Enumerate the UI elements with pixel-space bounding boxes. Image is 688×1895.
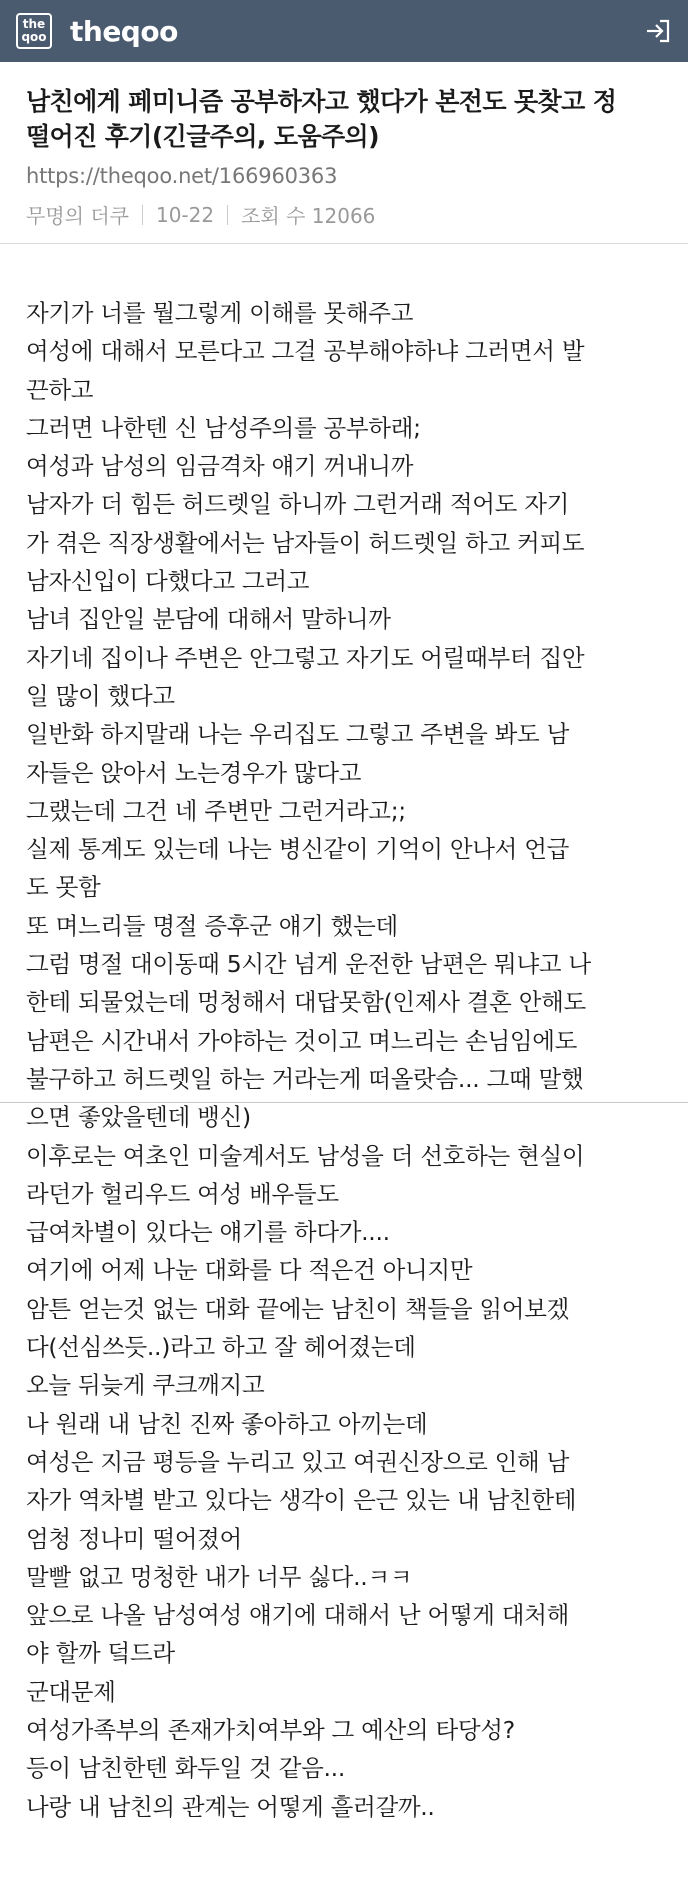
body-text-line: 일반화 하지말래 나는 우리집도 그렇고 주변을 봐도 남: [26, 720, 570, 749]
body-text-line: 여기에 어제 나눈 대화를 다 적은건 아니지만: [26, 1256, 473, 1285]
body-text-line: 그랬는데 그건 네 주변만 그런거라고;;: [26, 796, 406, 825]
body-text-line: 일 많이 했다고: [26, 681, 175, 710]
post-title-line: 남친에게 페미니즘 공부하자고 했다가 본전도 못찾고 정: [26, 87, 617, 116]
body-text-line: 자들은 앉아서 노는경우가 많다고: [26, 758, 362, 787]
body-text-line: 여성에 대해서 모른다고 그걸 공부해야하냐 그러면서 발: [26, 337, 585, 366]
body-text-line: 말빨 없고 멍청한 내가 너무 싫다..ㅋㅋ: [26, 1562, 413, 1591]
post-meta: [26, 200, 662, 229]
logo-text-top: the: [22, 17, 46, 31]
body-text-line: 앞으로 나올 남성여성 얘기에 대해서 난 어떻게 대처해: [26, 1601, 570, 1630]
body-text-line: 엄청 정나미 떨어졌어: [26, 1524, 242, 1553]
post-title[interactable]: [26, 84, 662, 154]
body-text-line: 여성가족부의 존재가치여부와 그 예산의 타당성?: [26, 1715, 515, 1744]
login-icon: [644, 17, 672, 45]
body-text-line: 자기네 집이나 주변은 안그렇고 자기도 어릴때부터 집안: [26, 643, 585, 672]
body-text-line: 자기가 너를 뭘그렇게 이해를 못해주고: [26, 299, 414, 327]
body-text-line: 남편은 시간내서 가야하는 것이고 며느리는 손님임에도: [26, 1026, 578, 1055]
body-text-line: 도 못함: [26, 873, 101, 902]
post-url[interactable]: https://theqoo.net/166960363: [26, 164, 338, 188]
meta-divider: [142, 205, 143, 225]
post-title-line: 떨어진 후기(긴글주의, 도움주의): [26, 122, 379, 151]
body-text-line: 야 할까 덬드라: [26, 1639, 175, 1668]
body-text-line: 등이 남친한텐 화두일 것 같음...: [26, 1754, 346, 1783]
body-text-line: 나 원래 내 남친 진짜 좋아하고 아끼는데: [26, 1409, 428, 1438]
body-text-line: 남자신입이 다했다고 그러고: [26, 567, 310, 596]
meta-divider: [227, 205, 228, 225]
body-text-line: 암튼 얻는것 없는 대화 끝에는 남친이 책들을 읽어보겠: [26, 1294, 570, 1323]
body-text-line: 군대문제: [26, 1677, 116, 1706]
author-name: 무명의 더쿠: [26, 204, 129, 228]
body-text-line: 오늘 뒤늦게 쿠크깨지고: [26, 1371, 265, 1400]
body-text-line: 이후로는 여초인 미술계서도 남성을 더 선호하는 현실이: [26, 1141, 585, 1170]
body-text-line: 남녀 집안일 분담에 대해서 말하니까: [26, 605, 391, 634]
body-text-line: 또 며느리들 명절 증후군 얘기 했는데: [26, 911, 398, 940]
body-text-line: 자가 역차별 받고 있다는 생각이 은근 있는 내 남친한테: [26, 1486, 577, 1515]
body-text-line: 여성은 지금 평등을 누리고 있고 여권신장으로 인해 남: [26, 1447, 570, 1476]
body-text-line: 실제 통계도 있는데 나는 병신같이 기억이 안나서 언급: [26, 835, 570, 864]
top-navigation-bar: [0, 0, 688, 62]
body-text-line: 그럼 명절 대이동때 5시간 넘게 운전한 남편은 뭐냐고 나: [26, 950, 591, 979]
theqoo-logo[interactable]: [16, 13, 52, 49]
view-count: 조회 수 12066: [241, 204, 376, 228]
login-button[interactable]: [642, 15, 674, 47]
body-text-line: 그러면 나한텐 신 남성주의를 공부하래;: [26, 413, 421, 442]
body-text-line: 라던가 헐리우드 여성 배우들도: [26, 1179, 339, 1208]
site-brand[interactable]: theqoo: [70, 14, 178, 48]
body-text-line: 나랑 내 남친의 관계는 어떻게 흘러갈까..: [26, 1792, 435, 1821]
body-text-line: 끈하고: [26, 375, 94, 404]
divider-line: [0, 1102, 688, 1103]
logo-text-bottom: qoo: [21, 30, 47, 44]
post-body: [26, 294, 666, 1826]
post-header: [0, 62, 688, 244]
body-text-line: 급여차별이 있다는 얘기를 하다가....: [26, 1218, 390, 1247]
body-text-line: 불구하고 허드렛일 하는 거라는게 떠올랏슴... 그때 말했: [26, 1064, 584, 1093]
body-text-line: 남자가 더 힘든 허드렛일 하니까 그런거래 적어도 자기: [26, 490, 570, 519]
body-text-line: 한테 되물었는데 멍청해서 대답못함(인제사 결혼 안해도: [26, 988, 586, 1017]
body-text-line: 가 겪은 직장생활에서는 남자들이 허드렛일 하고 커피도: [26, 528, 585, 557]
body-text-line: 다(선심쓰듯..)라고 하고 잘 헤어졌는데: [26, 1333, 416, 1362]
body-text-line: 여성과 남성의 임금격차 얘기 꺼내니까: [26, 452, 414, 481]
post-date: 10-22: [155, 202, 215, 227]
body-text-line: 으면 좋았을텐데 뱅신): [26, 1103, 251, 1132]
